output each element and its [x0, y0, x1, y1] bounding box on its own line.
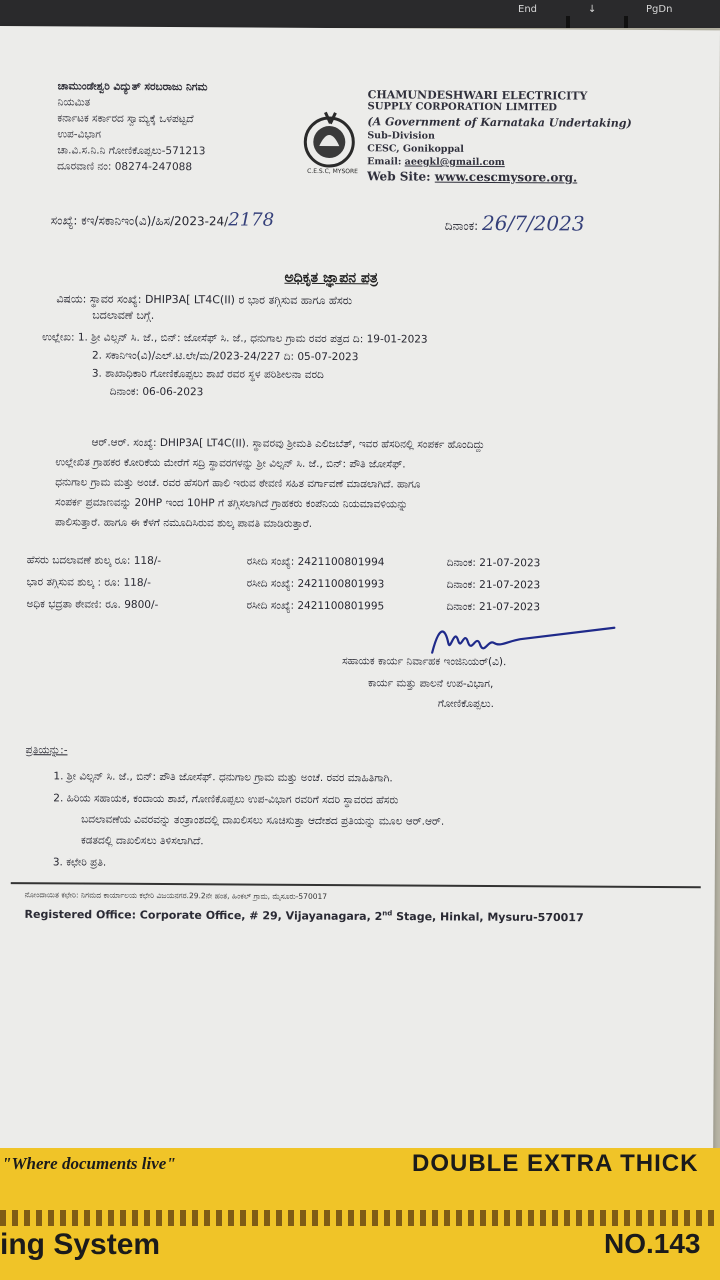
- logo-text: C.E.S.C, MYSORE: [307, 167, 358, 176]
- body-line: ಪಾಲಿಸುತ್ತಾರೆ. ಹಾಗೂ ಈ ಕೆಳಗೆ ನಮೂದಿಸಿರುವ ಶುಲ್ಕ ಪಾವತಿ ಮಾಡಿರುತ್ತಾರೆ.: [54, 516, 313, 530]
- fee-receipt: ರಸೀದಿ ಸಂಖ್ಯೆ: 242110080199​4: [246, 555, 385, 569]
- letterhead-kannada-line: ಚಾ.ವಿ.ಸ.ನಿ.ನಿ ಗೋಣಿಕೊಪ್ಪಲು-571213: [57, 144, 206, 158]
- body-line: ಧನುಗಾಲ ಗ್ರಾಮ ಮತ್ತು ಅಂಚೆ. ರವರ ಹೆಸರಿಗೆ ಹಾಲಿ ಇರುವ ಠೇವಣಿ ಸಹಿತ ವರ್ಗಾವಣೆ ಮಾಡಲಾಗಿದೆ. ಹಾಗೂ: [55, 476, 421, 491]
- fee-date: ದಿನಾಂಕ: 21-07-2023: [446, 578, 541, 592]
- reference-date: [445, 211, 585, 236]
- keyboard-edge: [0, 0, 720, 28]
- fee-label: ಹೆಸರು ಬದಲಾವಣೆ ಶುಲ್ಕ ರೂ: 118/-: [26, 554, 162, 567]
- binder-number: NO.143: [604, 1228, 701, 1259]
- footer-registered-office: [25, 907, 584, 924]
- reference-number-handwritten: 2178: [228, 209, 275, 231]
- email-address: aeegkl@gmail.com: [404, 156, 505, 169]
- reference-number-label: ಸಂಖ್ಯೆ: ಕಇ/ಸಕಾನಿಇಂ(ವಿ)/ಹಿಸ/2023-24/: [50, 213, 229, 229]
- keyboard-gap: [624, 16, 628, 28]
- website-url: www.cescmysore.org.: [434, 169, 578, 185]
- footer-kannada: ನೋಂದಾಯಿತ ಕಛೇರಿ: ನಿಗಮದ ಕಾರ್ಯಾಲಯ ಕಛೇರಿ ವಿಜಯನಗರ.29.2ನೇ ಹಂತ, ಹಿಂಕಲ್ ಗ್ರಾಮ, ಮೈಸೂರು-570017: [24, 890, 328, 902]
- reference-item: ಉಲ್ಲೇಖ: 1. ಶ್ರೀ ವಿಲ್ಸನ್ ಸಿ. ಜೆ., ಬಿನ್: ಜೋಸೆಫ್ ಸಿ. ಜೆ., ಧನುಗಾಲ ಗ್ರಾಮ ರವರ ಪತ್ರದ ದಿ: 19-01-2023: [42, 331, 428, 346]
- fee-receipt: ರಸೀದಿ ಸಂಖ್ಯೆ: 2421100801995: [246, 599, 385, 613]
- website-line: [367, 169, 577, 184]
- company-name-line1: CHAMUNDESHWARI ELECTRICITY: [367, 88, 588, 103]
- keyboard-gap: [566, 16, 570, 28]
- copies-heading: ಪ್ರತಿಯನ್ನು:-: [25, 744, 68, 757]
- binder-slogan: "Where documents live": [2, 1154, 176, 1173]
- fee-label: ಅಧಿಕ ಭದ್ರತಾ ಠೇವಣಿ: ರೂ. 9800/-: [26, 598, 159, 611]
- body-line: ಆರ್.ಆರ್. ಸಂಖ್ಯೆ: DHIP3A[ LT4C(II). ಸ್ಥಾವರವು ಶ್ರೀಮತಿ ಎಲಿಜಬೆತ್, ಇವರ ಹೆಸರಿನಲ್ಲಿ ಸಂಪರ್ಕ ಹೊಂದಿದ್ದು: [91, 436, 485, 451]
- reference-date-label: ದಿನಾಂಕ:: [444, 218, 479, 233]
- company-name-line2: SUPPLY CORPORATION LIMITED: [367, 101, 557, 114]
- email-line: [367, 156, 505, 168]
- copy-item: 1. ಶ್ರೀ ವಿಲ್ಸನ್ ಸಿ. ಜೆ., ಬಿನ್: ಪೌತಿ ಜೋಸೆಫ್. ಧನುಗಾಲ ಗ್ರಾಮ ಮತ್ತು ಅಂಚೆ. ರವರ ಮಾಹಿತಿಗಾಗಿ.: [53, 770, 393, 785]
- footer-address-part: Stage, Hinkal, Mysuru-570017: [392, 910, 584, 925]
- letterhead-kannada-line: ನಿಯಮಿತ: [57, 96, 91, 109]
- subject-line: ಬದಲಾವಣೆ ಬಗ್ಗೆ.: [92, 308, 155, 322]
- body-line: ಸಂಪರ್ಕ ಪ್ರಮಾಣವನ್ನು 20HP ಇಂದ 10HP ಗೆ ತಗ್ಗಿಸಲಾಗಿದೆ ಗ್ರಾಹಕರು ಕಂಪೆನಿಯ ನಿಯಮಾವಳಿಯನ್ನು: [55, 496, 408, 511]
- signatory-place: ಗೋಣಿಕೊಪ್ಪಲು.: [437, 697, 495, 711]
- reference-date-handwritten: 26/7/2023: [481, 210, 585, 236]
- footer-address-sup: nd: [382, 909, 393, 918]
- cesc-logo: [301, 106, 357, 180]
- binder-system-text: ing System: [0, 1228, 161, 1261]
- copy-item: 3. ಕಛೇರಿ ಪ್ರತಿ.: [52, 856, 107, 869]
- copy-item: ಕಡತದಲ್ಲಿ ದಾಖಲಿಸಲು ತಿಳಿಸಲಾಗಿದೆ.: [80, 834, 204, 848]
- binder-cover: [0, 1148, 720, 1280]
- fee-receipt: ರಸೀದಿ ಸಂಖ್ಯೆ: 2421100801993: [246, 577, 385, 591]
- fee-date: ದಿನಾಂಕ: 21-07-2023: [446, 600, 541, 614]
- copy-item: ಬದಲಾವಣೆಯ ವಿವರವನ್ನು ತಂತ್ರಾಂಶದಲ್ಲಿ ದಾಖಲಿಸಲು ಸೂಚಿಸುತ್ತಾ ಆದೇಶದ ಪ್ರತಿಯನ್ನು ಮೂಲ ಆರ್.ಆರ್.: [81, 813, 445, 828]
- binder-pattern-band: [0, 1210, 720, 1226]
- sub-division-name: CESC, Gonikoppal: [367, 143, 464, 155]
- footer-address-part: Registered Office: Corporate Office, # 29, Vijayanagara, 2: [24, 907, 383, 924]
- keyboard-key-end: End: [518, 4, 538, 15]
- fee-date: ದಿನಾಂಕ: 21-07-2023: [446, 556, 541, 570]
- company-undertaking: (A Government of Karnataka Undertaking): [367, 115, 632, 130]
- fee-label: ಭಾರ ತಗ್ಗಿಸುವ ಶುಲ್ಕ : ರೂ: 118/-: [26, 576, 151, 589]
- letterhead-kannada-line: ಚಾಮುಂಡೇಶ್ವರಿ ವಿದ್ಯುತ್ ಸರಬರಾಜು ನಿಗಮ: [57, 80, 208, 94]
- website-label: Web Site:: [367, 169, 431, 184]
- binder-tag: DOUBLE EXTRA THICK: [412, 1150, 699, 1177]
- subject-line: ವಿಷಯ: ಸ್ಥಾವರ ಸಂಖ್ಯೆ: DHIP3A[ LT4C(II) ರ ಭಾರ ತಗ್ಗಿಸುವ ಹಾಗೂ ಹೆಸರು: [56, 292, 353, 308]
- memo-heading: ಅಧಿಕೃತ ಜ್ಞಾಪನ ಪತ್ರ: [284, 269, 378, 287]
- reference-item: 2. ಸಕಾನಿಇಂ(ವಿ)/ಎಲ್.ಟಿ.ಲೇ/ಮ/2023-24/227 ದಿ: 05-07-2023: [91, 349, 359, 364]
- letterhead-kannada-line: ಉಪ-ವಿಭಾಗ: [57, 128, 101, 141]
- keyboard-key-down: ↓: [588, 4, 597, 15]
- keyboard-key-pgdn: PgDn: [646, 4, 673, 15]
- reference-number: [51, 208, 274, 230]
- memo-paper: [0, 26, 720, 1155]
- signatory-designation: ಸಹಾಯಕ ಕಾರ್ಯ ನಿರ್ವಾಹಕ ಇಂಜಿನಿಯರ್(ವಿ).: [342, 655, 507, 669]
- reference-item: ದಿನಾಂಕ: 06-06-2023: [109, 385, 204, 399]
- letterhead-kannada-line: ಕರ್ನಾಟಕ ಸರ್ಕಾರದ ಸ್ವಾಮ್ಯಕ್ಕೆ ಒಳಪಟ್ಟದೆ: [57, 112, 194, 126]
- body-line: ಉಲ್ಲೇಖಿತ ಗ್ರಾಹಕರ ಕೋರಿಕೆಯ ಮೇರೆಗೆ ಸದ್ರಿ ಸ್ಥಾವರಗಳನ್ನು ಶ್ರೀ ವಿಲ್ಸನ್ ಸಿ. ಜೆ., ಬಿನ್: ಪೌತಿ ಜೋಸೆಫ್.: [55, 456, 406, 471]
- signature-icon: [428, 619, 618, 660]
- sub-division-label: Sub-Division: [367, 130, 435, 142]
- reference-item: 3. ಶಾಖಾಧಿಕಾರಿ ಗೋಣಿಕೊಪ್ಪಲು ಶಾಖೆ ರವರ ಸ್ಥಳ ಪರಿಶೀಲನಾ ವರದಿ: [91, 367, 324, 381]
- letterhead-kannada-line: ದೂರವಾಣಿ ನಂ: 08274-247088: [57, 160, 193, 174]
- email-label: Email:: [367, 156, 402, 168]
- signatory-office: ಕಾರ್ಯ ಮತ್ತು ಪಾಲನೆ ಉಪ-ವಿಭಾಗ,: [367, 677, 494, 691]
- footer-divider: [11, 882, 701, 888]
- copy-item: 2. ಹಿರಿಯ ಸಹಾಯಕ, ಕಂದಾಯ ಶಾಖೆ, ಗೋಣಿಕೊಪ್ಪಲು ಉಪ-ವಿಭಾಗ ರವರಿಗೆ ಸದರಿ ಸ್ಥಾವರದ ಹೆಸರು: [53, 792, 399, 807]
